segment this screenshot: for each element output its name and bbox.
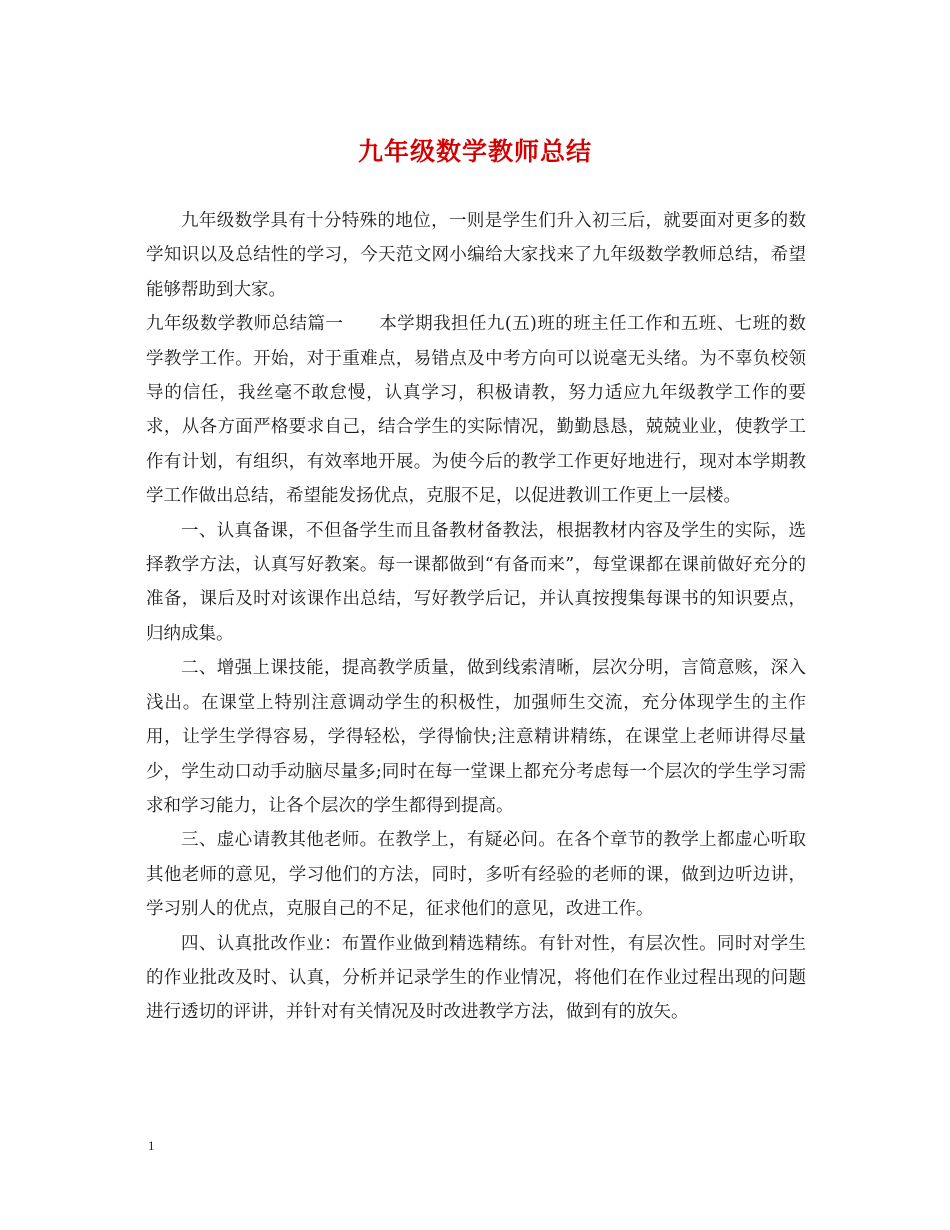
paragraph-intro: 九年级数学具有十分特殊的地位，一则是学生们升入初三后，就要面对更多的数学知识以及总结性的学习，今天范文网小编给大家找来了九年级数学教师总结，希望能够帮助到大家。 <box>146 211 806 300</box>
paragraph-point-two: 二、增强上课技能，提高教学质量，做到线索清晰，层次分明，言简意赅，深入浅出。在课堂上特别注意调动学生的积极性，加强师生交流，充分体现学生的主作用，让学生学得容易，学得轻松，学得愉快;注意精讲精练，在课堂上老师讲得尽量少，学生动口动手动脑尽量多;同时在每一堂课上都充分考虑每一个层次的学生学习需求和学习能力，让各个层次的学生都得到提高。 <box>146 658 806 816</box>
paragraph-point-three: 三、虚心请教其他老师。在教学上，有疑必问。在各个章节的教学上都虚心听取其他老师的意见，学习他们的方法，同时，多听有经验的老师的课，做到边听边讲，学习别人的优点，克服自己的不足，征求他们的意见，改进工作。 <box>146 830 806 920</box>
paragraph-point-four: 四、认真批改作业：布置作业做到精选精练。有针对性，有层次性。同时对学生的作业批改及时、认真，分析并记录学生的作业情况，将他们在作业过程出现的问题进行透切的评讲，并针对有关情况及时改进教学方法，做到有的放矢。 <box>146 933 806 1023</box>
paragraph-section-one: 九年级数学教师总结篇一 本学期我担任九(五)班的班主任工作和五班、七班的数学教学工作。开始，对于重难点，易错点及中考方向可以说毫无头绪。为不辜负校领导的信任，我丝毫不敢怠慢，认真学习，积极请教，努力适应九年级教学工作的要求，从各方面严格要求自己，结合学生的实际情况，勤勤恳恳，兢兢业业，使教学工作有计划，有组织，有效率地开展。为使今后的教学工作更好地进行，现对本学期教学工作做出总结，希望能发扬优点，克服不足，以促进教训工作更上一层楼。 <box>146 314 806 507</box>
document-body <box>146 204 806 1030</box>
document-title: 九年级数学教师总结 <box>357 137 592 166</box>
page-number: 1 <box>148 1138 155 1153</box>
paragraph-point-one: 一、认真备课，不但备学生而且备教材备教法，根据教材内容及学生的实际，选择教学方法，认真写好教案。每一课都做到“有备而来”，每堂课都在课前做好充分的准备，课后及时对该课作出总结，写好教学后记，并认真按搜集每课书的知识要点，归纳成集。 <box>146 520 806 644</box>
